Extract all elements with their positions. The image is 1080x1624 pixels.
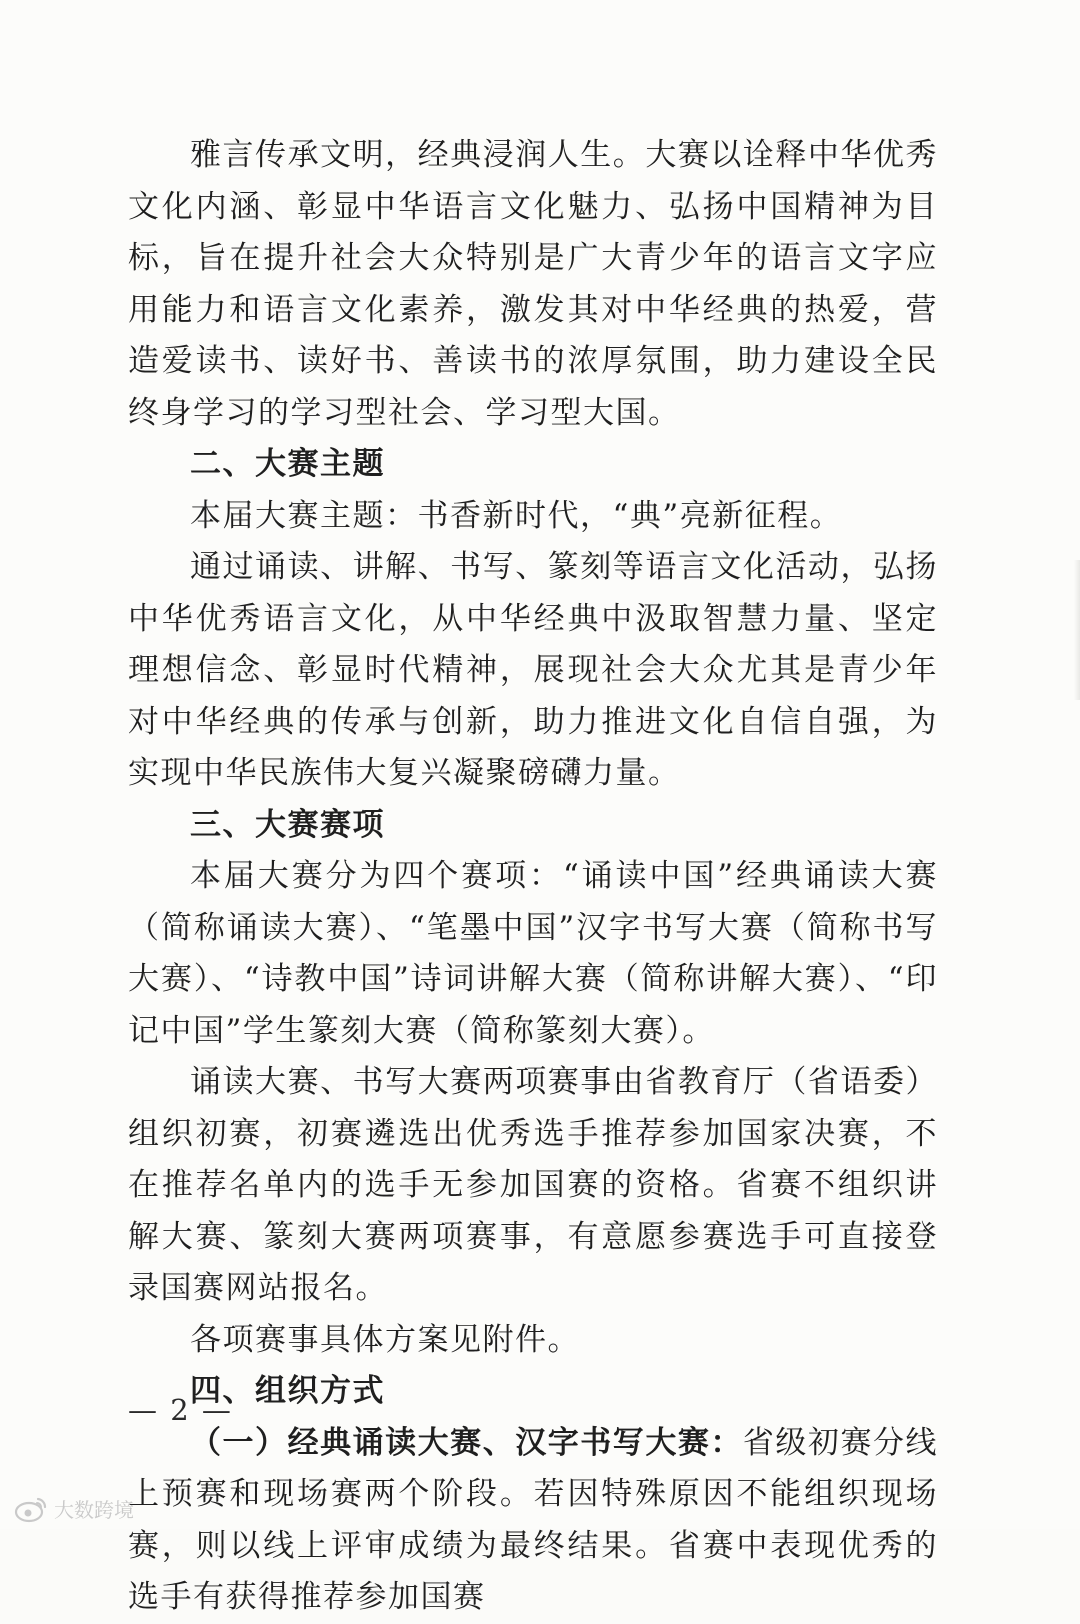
page-number: — 2 —	[128, 1393, 233, 1427]
theme-description-paragraph: 通过诵读、讲解、书写、篆刻等语言文化活动，弘扬中华优秀语言文化，从中华经典中汲取智慧力量、坚定理想信念、彰显时代精神，展现社会大众尤其是青少年对中华经典的传承与创新，助力推进文化自信自强，为实现中华民族伟大复兴凝聚磅礴力量。	[128, 549, 938, 791]
section-heading-organization: 四、组织方式	[190, 1373, 385, 1409]
events-attachment-paragraph: 各项赛事具体方案见附件。	[190, 1321, 580, 1358]
weibo-logo-icon	[14, 1495, 48, 1523]
section-heading-events: 三、大赛赛项	[190, 806, 385, 843]
organization-lead: （一）经典诵读大赛、汉字书写大赛：	[190, 1424, 743, 1461]
section-heading-theme: 二、大赛主题	[190, 446, 385, 482]
watermark	[14, 1494, 134, 1523]
organization-text: 省级初赛分线上预赛和现场赛两个阶段。若因特殊原因不能组织现场赛，则以线上评审成绩为最终结果。省赛中表现优秀的选手有获得推荐参加国赛	[128, 1424, 939, 1615]
scan-edge-shadow	[1074, 560, 1080, 700]
document-body	[128, 130, 938, 1624]
events-paragraph: 本届大赛分为四个赛项：“诵读中国”经典诵读大赛（简称诵读大赛）、“笔墨中国”汉字书写大赛（简称书写大赛）、“诗教中国”诗词讲解大赛（简称讲解大赛）、“印记中国”学生篆刻大赛（简称篆刻大赛）。	[128, 858, 938, 1049]
intro-paragraph: 雅言传承文明，经典浸润人生。大赛以诠释中华优秀文化内涵、彰显中华语言文化魅力、弘扬中国精神为目标，旨在提升社会大众特别是广大青少年的语言文字应用能力和语言文化素养，激发其对中华经典的热爱，营造爱读书、读好书、善读书的浓厚氛围，助力建设全民终身学习的学习型社会、学习型大国。	[128, 137, 938, 431]
theme-paragraph: 本届大赛主题：书香新时代，“典”亮新征程。	[190, 497, 843, 534]
organization-paragraph	[128, 1418, 938, 1624]
events-organization-paragraph: 诵读大赛、书写大赛两项赛事由省教育厅（省语委）组织初赛，初赛遴选出优秀选手推荐参加国家决赛，不在推荐名单内的选手无参加国赛的资格。省赛不组织讲解大赛、篆刻大赛两项赛事，有意愿参赛选手可直接登录国赛网站报名。	[128, 1064, 938, 1306]
watermark-text: 大数跨境	[54, 1498, 134, 1522]
